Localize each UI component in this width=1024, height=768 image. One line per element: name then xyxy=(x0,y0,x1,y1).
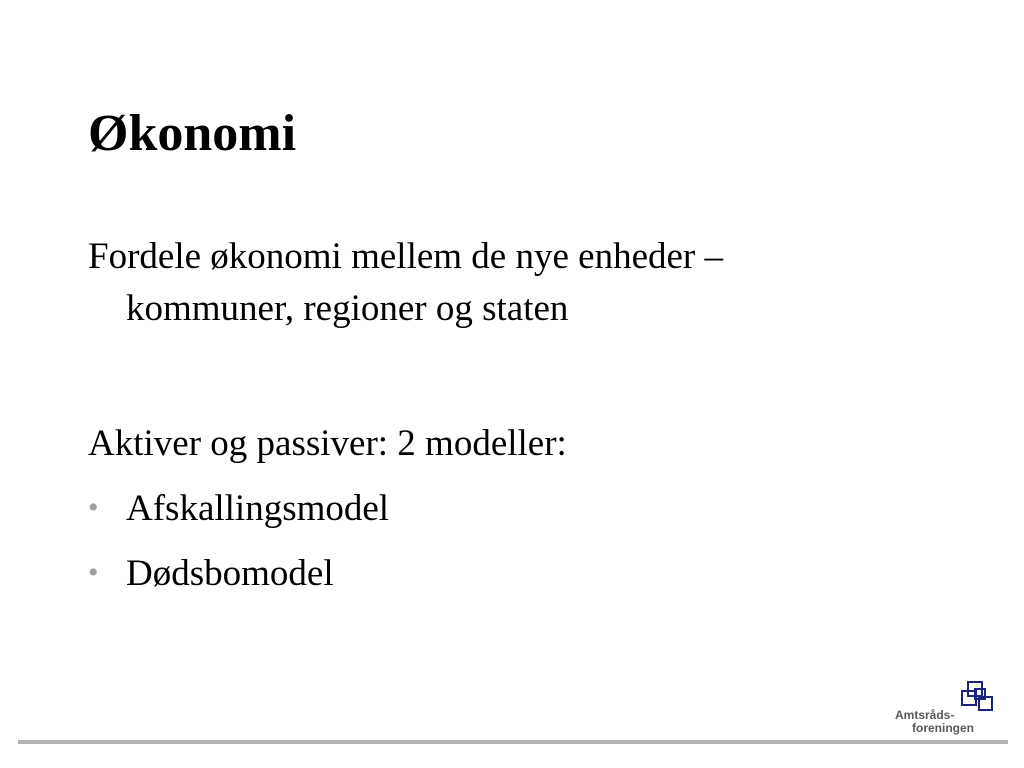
organization-logo xyxy=(888,680,998,736)
bullet-icon: • xyxy=(88,491,99,524)
slide-title: Økonomi xyxy=(88,105,297,162)
paragraph-economy-distribution xyxy=(88,231,723,335)
paragraph-line-1: Fordele økonomi mellem de nye enheder – xyxy=(88,236,723,277)
logo-text-line-1: Amtsråds- xyxy=(895,708,955,722)
bullet-label: Afskallingsmodel xyxy=(126,488,390,529)
bullet-label: Dødsbomodel xyxy=(126,553,334,594)
bullet-item xyxy=(88,483,389,537)
bullet-item xyxy=(88,548,334,602)
logo-text-line-2: foreningen xyxy=(912,721,974,735)
footer-divider xyxy=(18,740,1008,744)
bullet-icon: • xyxy=(88,556,99,589)
amtsraadsforeningen-logo-icon xyxy=(960,680,994,714)
paragraph-line-2: kommuner, regioner og staten xyxy=(126,288,569,329)
paragraph-assets-liabilities: Aktiver og passiver: 2 modeller: xyxy=(88,423,567,464)
